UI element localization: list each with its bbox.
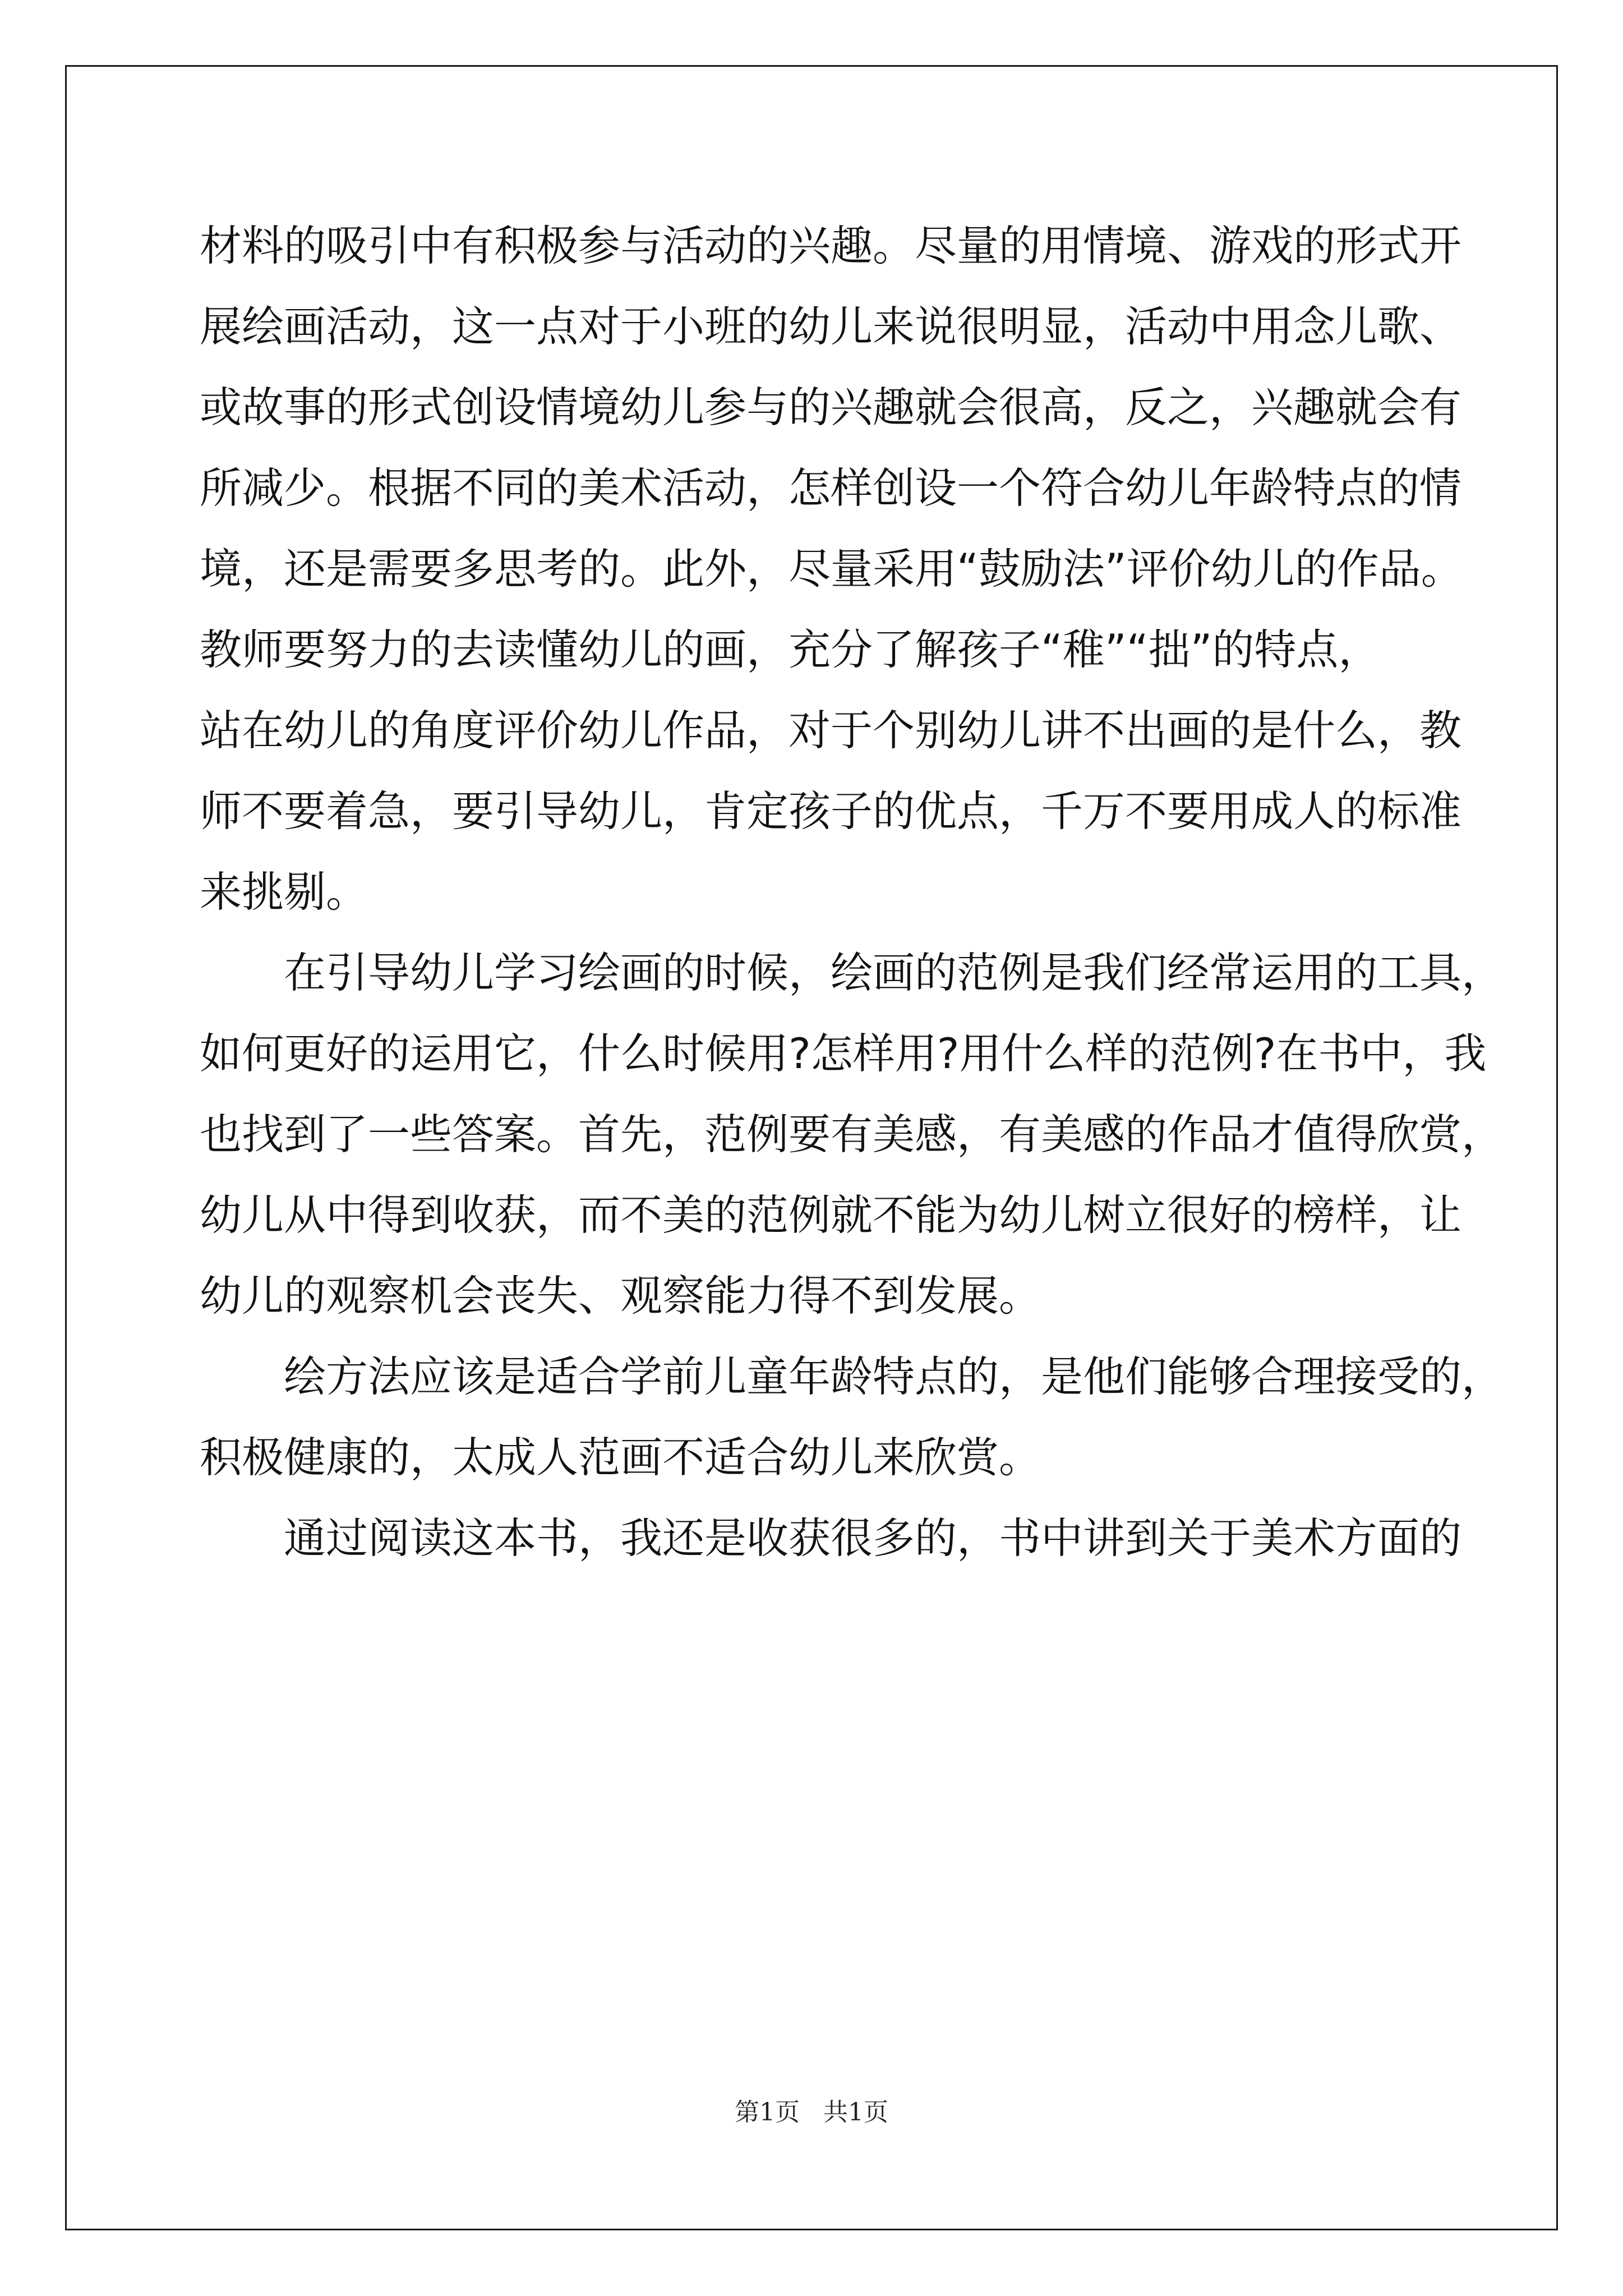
text-line: 站在幼儿的角度评价幼儿作品，对于个别幼儿讲不出画的是什么，教 — [200, 706, 1462, 755]
text-line: 师不要着急，要引导幼儿，肯定孩子的优点，千万不要用成人的标准 — [200, 786, 1462, 836]
text-line: 绘方法应该是适合学前儿童年龄特点的，是他们能够合理接受的， — [200, 1352, 1504, 1401]
page-footer: 第1页 共1页 — [735, 2098, 888, 2127]
text-line: 展绘画活动，这一点对于小班的幼儿来说很明显，活动中用念儿歌、 — [200, 302, 1462, 351]
text-line: 来挑剔。 — [200, 867, 368, 917]
text-line: 所减少。根据不同的美术活动，怎样创设一个符合幼儿年龄特点的情 — [200, 463, 1462, 513]
text-line: 幼儿从中得到收获，而不美的范例就不能为幼儿树立很好的榜样，让 — [200, 1190, 1462, 1240]
text-line: 境，还是需要多思考的。此外，尽量采用“鼓励法”评价幼儿的作品。 — [200, 544, 1463, 593]
text-line: 或故事的形式创设情境幼儿参与的兴趣就会很高，反之，兴趣就会有 — [200, 383, 1462, 432]
text-line: 幼儿的观察机会丧失、观察能力得不到发展。 — [200, 1271, 1041, 1320]
text-line: 教师要努力的去读懂幼儿的画，充分了解孩子“稚”“拙”的特点， — [200, 625, 1381, 674]
text-line: 也找到了一些答案。首先，范例要有美感，有美感的作品才值得欣赏， — [200, 1110, 1504, 1159]
text-line: 通过阅读这本书，我还是收获很多的，书中讲到关于美术方面的 — [200, 1513, 1462, 1563]
text-line: 材料的吸引中有积极参与活动的兴趣。尽量的用情境、游戏的形式开 — [200, 221, 1462, 270]
text-line: 积极健康的，太成人范画不适合幼儿来欣赏。 — [200, 1433, 1041, 1482]
text-line: 在引导幼儿学习绘画的时候，绘画的范例是我们经常运用的工具， — [200, 948, 1504, 997]
text-line: 如何更好的运用它，什么时候用?怎样用?用什么样的范例?在书中，我 — [200, 1029, 1487, 1078]
